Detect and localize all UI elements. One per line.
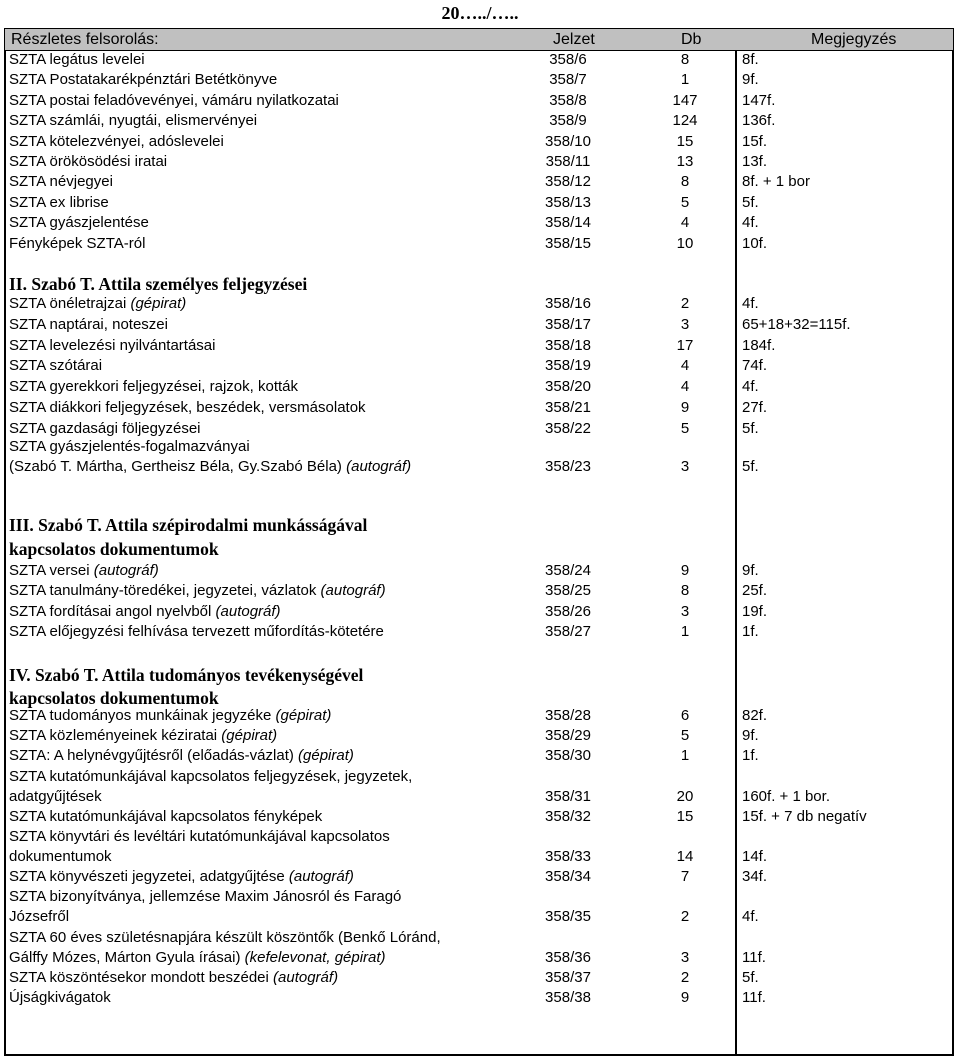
item-remark: 15f. + 7 db negatív — [742, 807, 867, 825]
item-description: SZTA gyászjelentése — [9, 214, 149, 232]
table-row — [0, 746, 960, 766]
item-note-italic: (autográf) — [211, 602, 281, 620]
item-count: 3 — [680, 458, 690, 475]
item-remark: 1f. — [742, 622, 759, 640]
table-row — [0, 457, 960, 477]
item-description: SZTA számlái, nyugtái, elismervényei — [9, 112, 258, 130]
table-row — [0, 172, 960, 192]
item-count: 9 — [680, 562, 690, 579]
item-remark: 34f. — [742, 868, 768, 886]
item-code: 358/12 — [545, 173, 591, 191]
item-code: 358/24 — [545, 562, 591, 579]
item-code: 358/25 — [545, 582, 591, 600]
item-count: 1 — [680, 622, 690, 640]
item-count: 17 — [676, 336, 694, 354]
table-row — [0, 807, 960, 827]
item-count: 6 — [680, 707, 690, 724]
item-description: SZTA szótárai — [9, 357, 103, 375]
item-code: 358/35 — [545, 908, 591, 926]
item-count: 4 — [680, 378, 690, 396]
item-remark: 10f. — [742, 234, 768, 252]
section-heading: kapcsolatos dokumentumok — [9, 539, 219, 559]
item-count: 15 — [676, 807, 694, 825]
item-note-italic: (autográf) — [89, 562, 159, 579]
item-remark: 9f. — [742, 727, 759, 745]
item-code: 358/7 — [549, 71, 587, 89]
header-code: Jelzet — [553, 31, 595, 48]
item-remark: 5f. — [742, 419, 759, 437]
item-note-italic: (gépirat) — [126, 295, 187, 312]
item-code: 358/10 — [545, 132, 591, 150]
item-note-italic: (autográf) — [284, 868, 354, 886]
item-note-italic: (gépirat) — [271, 707, 332, 724]
item-description: SZTA legátus levelei — [9, 51, 145, 68]
item-count: 20 — [676, 787, 694, 805]
table-row-continuation — [0, 767, 960, 787]
item-count: 5 — [680, 727, 690, 745]
item-description: dokumentumok — [9, 848, 112, 865]
item-description: SZTA fordításai angol nyelvből (autográf) — [9, 602, 281, 620]
item-code: 358/18 — [545, 336, 591, 354]
item-description: SZTA névjegyei — [9, 173, 113, 191]
item-remark: 11f. — [742, 948, 766, 966]
item-count: 8 — [680, 51, 690, 68]
section-heading: II. Szabó T. Attila személyes feljegyzései — [9, 274, 308, 294]
item-description: SZTA kutatómunkájával kapcsolatos feljegyzések, jegyzetek, — [9, 767, 413, 785]
item-description: (Szabó T. Mártha, Gertheisz Béla, Gy.Szabó Béla) (autográf) — [9, 458, 412, 475]
table-row — [0, 315, 960, 335]
item-code: 358/37 — [545, 968, 591, 986]
item-description: SZTA önéletrajzai (gépirat) — [9, 295, 187, 312]
item-code: 358/6 — [549, 51, 587, 68]
item-description: SZTA előjegyzési felhívása tervezett műfordítás-kötetére — [9, 622, 384, 640]
item-description: SZTA postai feladóvevényei, vámáru nyilatkozatai — [9, 91, 339, 109]
table-row — [0, 234, 960, 254]
item-code: 358/38 — [545, 989, 591, 1006]
item-description: SZTA bizonyítványa, jellemzése Maxim Jánosról és Faragó — [9, 888, 402, 906]
table-row — [0, 948, 960, 968]
table-row — [0, 377, 960, 397]
table-row — [0, 91, 960, 111]
item-note-italic: (autográf) — [316, 582, 386, 600]
item-remark: 1f. — [742, 747, 759, 765]
item-description: Fényképek SZTA-ról — [9, 234, 146, 252]
item-count: 4 — [680, 214, 690, 232]
item-remark: 184f. — [742, 336, 776, 354]
table-row-continuation — [0, 887, 960, 907]
item-description: SZTA közleményeinek kéziratai (gépirat) — [9, 727, 278, 745]
item-code: 358/32 — [545, 807, 591, 825]
item-remark: 82f. — [742, 707, 768, 724]
item-count: 3 — [680, 315, 690, 333]
item-count: 3 — [680, 948, 690, 966]
table-row-continuation — [0, 827, 960, 847]
item-description: Józsefről — [9, 908, 70, 926]
item-count: 9 — [680, 399, 690, 416]
item-remark: 9f. — [742, 562, 759, 579]
item-description: Újságkivágatok — [9, 989, 111, 1006]
item-code: 358/17 — [545, 315, 591, 333]
table-row — [0, 726, 960, 746]
table-row — [0, 602, 960, 622]
table-row — [0, 132, 960, 152]
item-description: SZTA tanulmány-töredékei, jegyzetei, vázlatok (autográf) — [9, 582, 386, 600]
item-count: 5 — [680, 193, 690, 211]
item-remark: 19f. — [742, 602, 768, 620]
document-date-title: 20…../….. — [441, 3, 519, 23]
item-description: SZTA kötelezvényei, adóslevelei — [9, 132, 224, 150]
item-description: SZTA versei (autográf) — [9, 562, 159, 579]
item-code: 358/31 — [545, 787, 591, 805]
item-remark: 4f. — [742, 908, 759, 926]
table-row — [0, 294, 960, 314]
table-row — [0, 356, 960, 376]
item-description: SZTA kutatómunkájával kapcsolatos fényképek — [9, 807, 323, 825]
item-description: Gálffy Mózes, Márton Gyula írásai) (kefelevonat, gépirat) — [9, 948, 386, 966]
item-code: 358/26 — [545, 602, 591, 620]
item-description: SZTA Postatakarékpénztári Betétkönyve — [9, 71, 278, 89]
item-code: 358/13 — [545, 193, 591, 211]
item-count: 5 — [680, 419, 690, 437]
item-count: 124 — [672, 112, 698, 130]
table-row — [0, 622, 960, 642]
item-remark: 147f. — [742, 91, 776, 109]
item-count: 14 — [676, 848, 694, 865]
item-note-italic: (gépirat) — [293, 747, 354, 765]
item-remark: 8f. — [742, 51, 759, 68]
item-note-italic: (kefelevonat, gépirat) — [240, 948, 386, 966]
item-code: 358/22 — [545, 419, 591, 437]
item-code: 358/15 — [545, 234, 591, 252]
table-row — [0, 152, 960, 172]
item-count: 1 — [680, 71, 690, 89]
item-count: 2 — [680, 968, 690, 986]
table-row — [0, 213, 960, 233]
item-remark: 27f. — [742, 399, 768, 416]
item-note-italic: (autográf) — [268, 968, 339, 986]
item-code: 358/21 — [545, 399, 591, 416]
table-row — [0, 847, 960, 867]
table-row-continuation — [0, 928, 960, 948]
table-row — [0, 787, 960, 807]
item-description: SZTA: A helynévgyűjtésről (előadás-vázlat) (gépirat) — [9, 747, 354, 765]
item-remark: 4f. — [742, 378, 759, 396]
item-remark: 5f. — [742, 968, 759, 986]
table-row — [0, 398, 960, 418]
item-remark: 136f. — [742, 112, 776, 130]
item-code: 358/19 — [545, 357, 591, 375]
item-count: 8 — [680, 582, 690, 600]
item-remark: 65+18+32=115f. — [742, 315, 851, 333]
item-count: 7 — [680, 868, 690, 886]
item-count: 10 — [676, 234, 694, 252]
item-count: 13 — [676, 153, 694, 170]
table-row — [0, 70, 960, 90]
item-description: SZTA 60 éves születésnapjára készült köszöntők (Benkő Lóránd, — [9, 928, 441, 946]
table-row-continuation — [0, 437, 960, 457]
item-code: 358/9 — [549, 112, 587, 130]
item-code: 358/11 — [545, 153, 591, 170]
item-description: SZTA örökösödési iratai — [9, 153, 168, 170]
item-code: 358/14 — [545, 214, 591, 232]
item-code: 358/28 — [545, 707, 591, 724]
item-remark: 160f. + 1 bor. — [742, 787, 830, 805]
section-heading: III. Szabó T. Attila szépirodalmi munkásságával — [9, 515, 368, 535]
item-code: 358/8 — [549, 91, 587, 109]
item-description: SZTA gazdasági följegyzései — [9, 419, 201, 437]
item-count: 1 — [680, 747, 690, 765]
item-code: 358/16 — [545, 295, 591, 312]
item-count: 2 — [680, 908, 690, 926]
item-code: 358/27 — [545, 622, 591, 640]
header-note: Megjegyzés — [811, 31, 897, 48]
table-row — [0, 50, 960, 70]
table-row — [0, 419, 960, 439]
item-remark: 4f. — [742, 295, 759, 312]
table-row — [0, 907, 960, 927]
table-row — [0, 867, 960, 887]
header-db: Db — [681, 31, 702, 48]
item-code: 358/23 — [545, 458, 591, 475]
item-description: SZTA gyászjelentés-fogalmazványai — [9, 438, 250, 455]
item-remark: 9f. — [742, 71, 759, 89]
table-header — [5, 29, 953, 51]
item-code: 358/36 — [545, 948, 591, 966]
item-remark: 4f. — [742, 214, 759, 232]
item-count: 8 — [680, 173, 690, 191]
item-remark: 14f. — [742, 848, 768, 865]
item-remark: 74f. — [742, 357, 768, 375]
item-count: 9 — [680, 989, 690, 1006]
item-description: SZTA gyerekkori feljegyzései, rajzok, kották — [9, 378, 298, 396]
item-count: 4 — [680, 357, 690, 375]
item-count: 147 — [672, 91, 698, 109]
table-row — [0, 706, 960, 726]
item-description: SZTA diákkori feljegyzések, beszédek, versmásolatok — [9, 399, 366, 416]
item-note-italic: (autográf) — [341, 458, 412, 475]
table-row — [0, 193, 960, 213]
table-row — [0, 111, 960, 131]
item-remark: 15f. — [742, 132, 768, 150]
table-row — [0, 336, 960, 356]
table-row — [0, 561, 960, 581]
item-code: 358/34 — [545, 868, 591, 886]
item-remark: 5f. — [742, 193, 759, 211]
item-note-italic: (gépirat) — [217, 727, 278, 745]
item-code: 358/29 — [545, 727, 591, 745]
item-code: 358/30 — [545, 747, 591, 765]
item-description: SZTA levelezési nyilvántartásai — [9, 336, 216, 354]
item-code: 358/33 — [545, 848, 591, 865]
item-remark: 8f. + 1 bor — [742, 173, 810, 191]
table-row — [0, 988, 960, 1008]
table-row — [0, 581, 960, 601]
item-remark: 13f. — [742, 153, 768, 170]
table-row — [0, 968, 960, 988]
item-remark: 11f. — [742, 989, 766, 1006]
item-description: SZTA könyvtári és levéltári kutatómunkájával kapcsolatos — [9, 828, 390, 845]
item-description: SZTA könyvészeti jegyzetei, adatgyűjtése (autográf) — [9, 868, 354, 886]
item-description: adatgyűjtések — [9, 787, 102, 805]
item-description: SZTA tudományos munkáinak jegyzéke (gépirat) — [9, 707, 332, 724]
item-remark: 25f. — [742, 582, 768, 600]
item-count: 3 — [680, 602, 690, 620]
section-heading: IV. Szabó T. Attila tudományos tevékenységével — [9, 665, 364, 685]
item-remark: 5f. — [742, 458, 759, 475]
item-count: 2 — [680, 295, 690, 312]
item-count: 15 — [676, 132, 694, 150]
item-description: SZTA naptárai, noteszei — [9, 315, 168, 333]
header-name: Részletes felsorolás: — [11, 31, 159, 48]
section-heading: kapcsolatos dokumentumok — [9, 688, 219, 708]
item-description: SZTA ex librise — [9, 193, 109, 211]
item-code: 358/20 — [545, 378, 591, 396]
item-description: SZTA köszöntésekor mondott beszédei (autográf) — [9, 968, 339, 986]
